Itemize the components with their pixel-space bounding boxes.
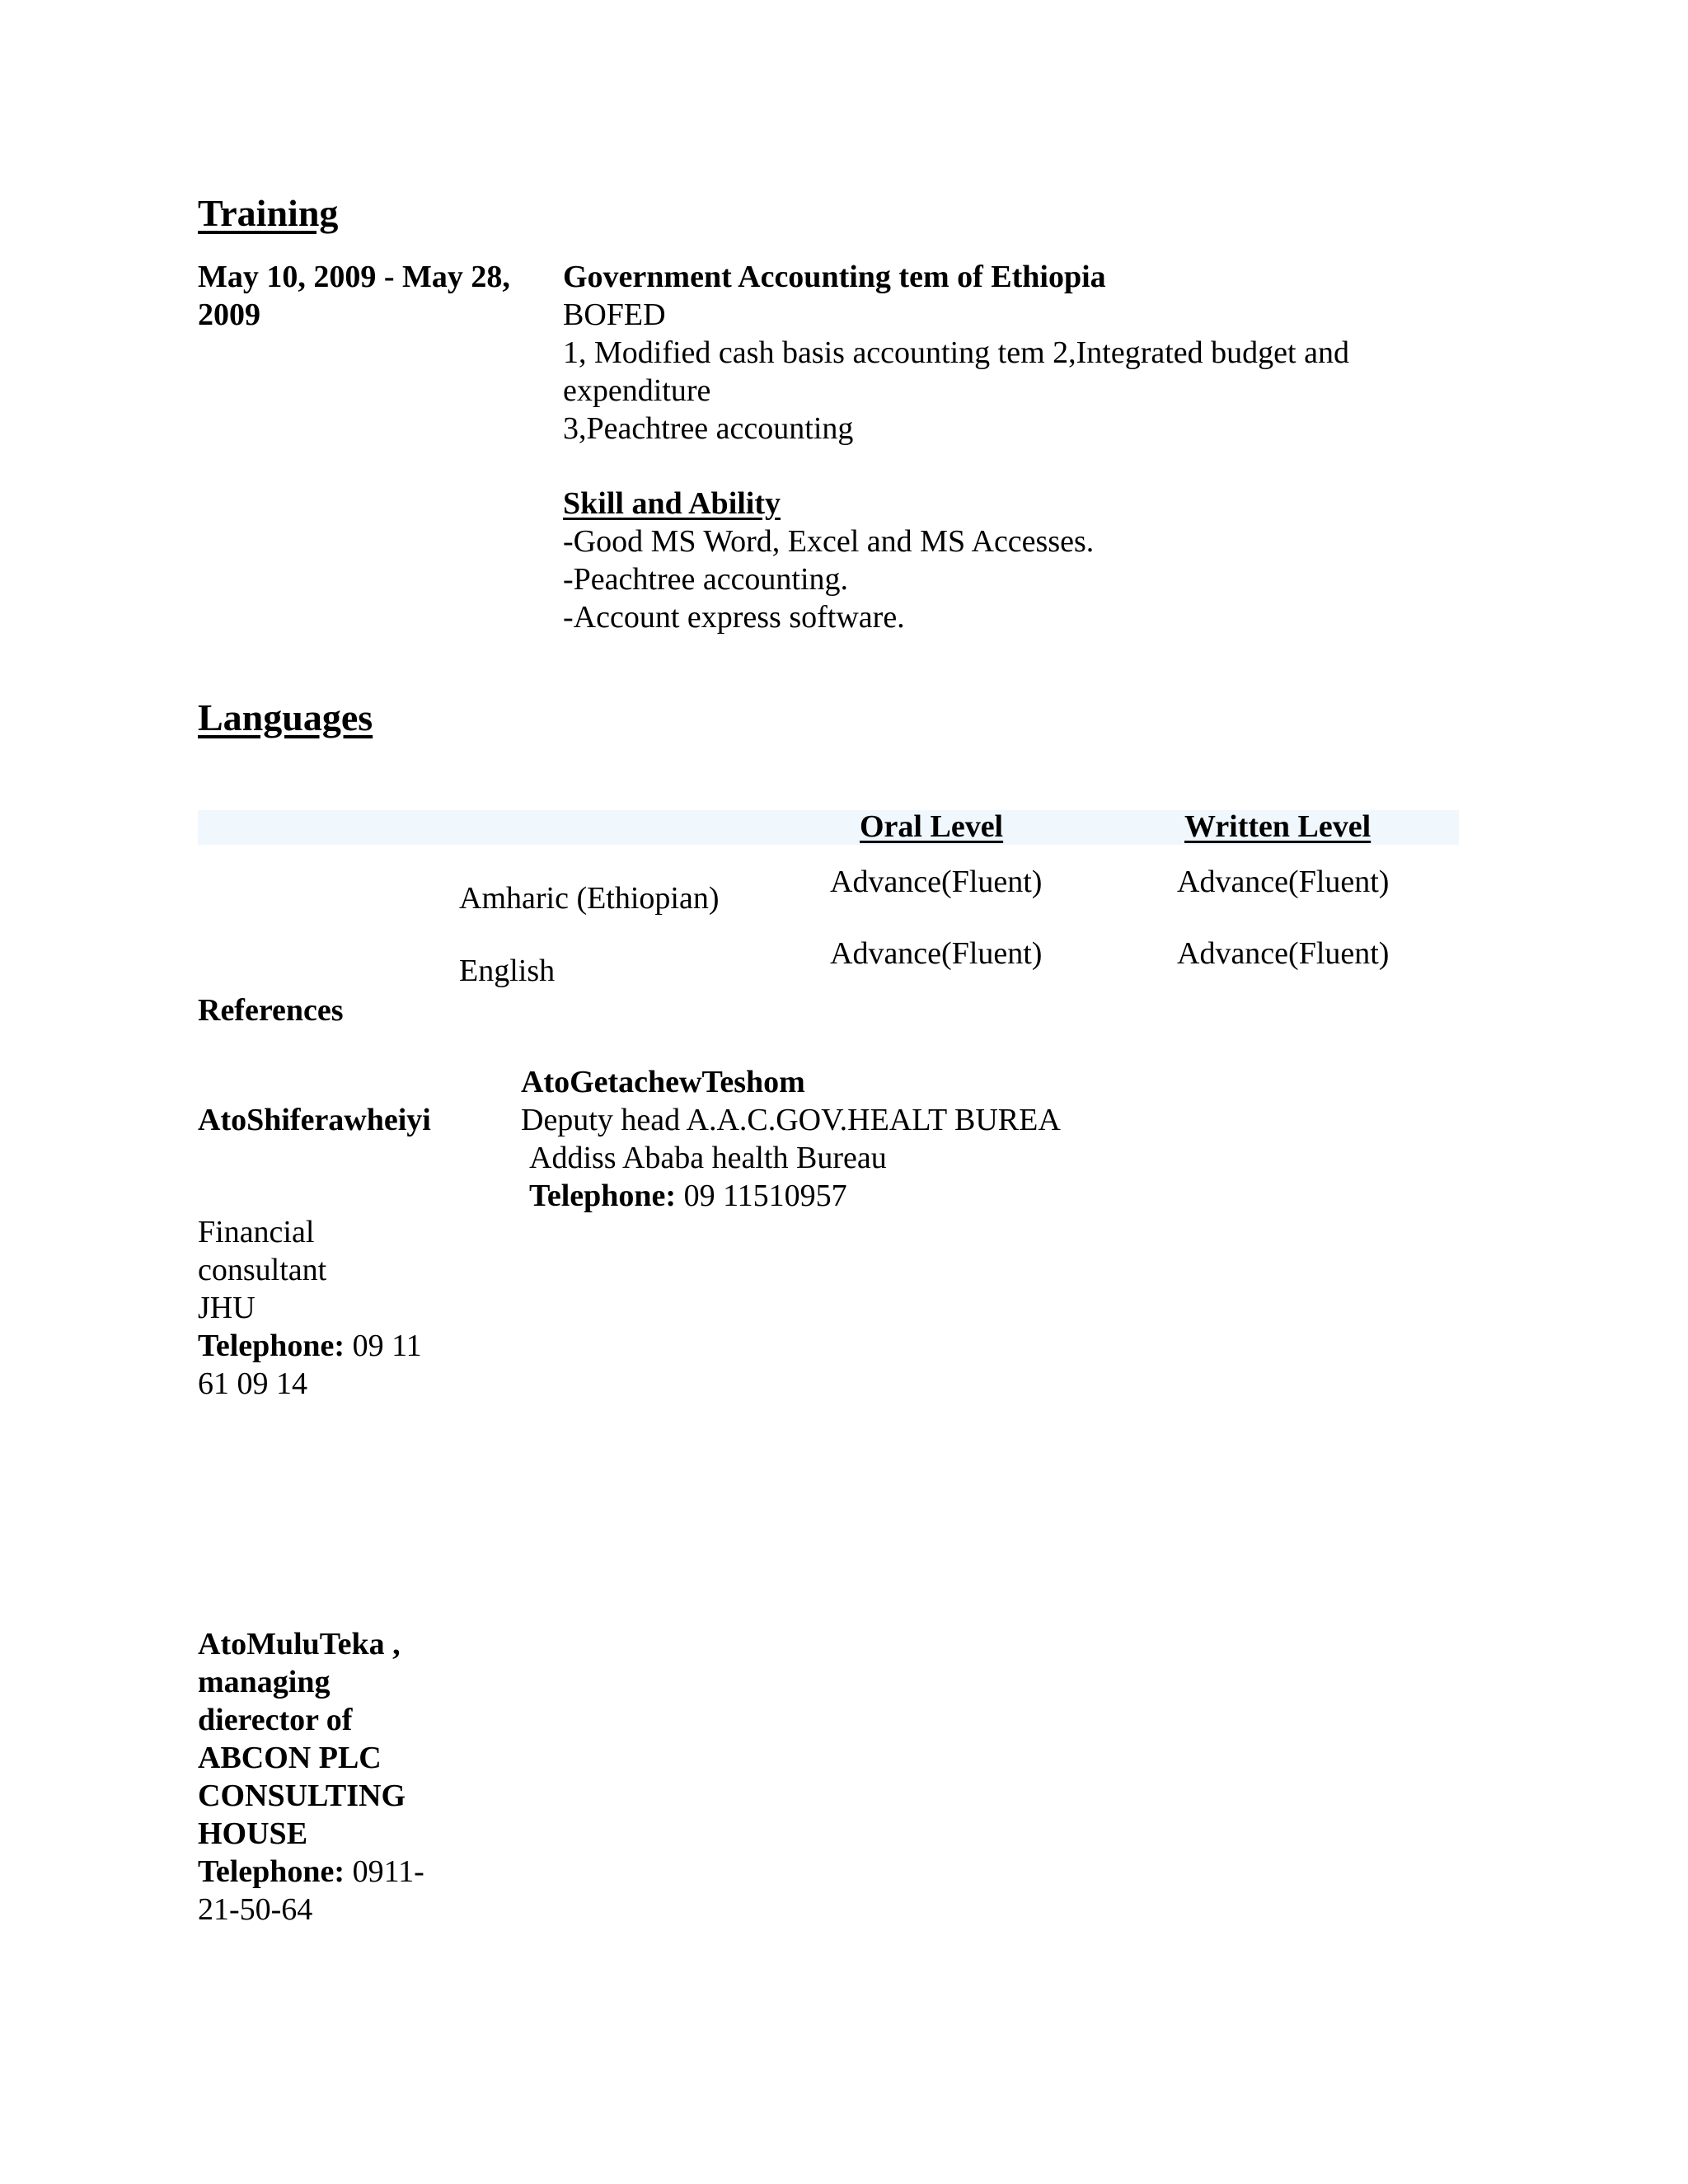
ref1-line: JHU <box>198 1291 256 1325</box>
oral-level-header: Oral Level <box>860 809 1004 844</box>
ref1-line: consultant <box>198 1253 327 1287</box>
ref3-telephone <box>198 1853 424 1891</box>
languages-heading: Languages <box>198 696 373 738</box>
ref1-name: AtoShiferawheiyi <box>198 1103 431 1137</box>
ref3-name-line: managing <box>198 1665 331 1699</box>
ref3-telephone-value2: 21-50-64 <box>198 1892 313 1927</box>
training-org: BOFED <box>563 298 666 332</box>
language-oral: Advance(Fluent) <box>830 936 1043 971</box>
skills-item: -Account express software. <box>563 600 905 635</box>
training-details <box>563 258 1349 448</box>
ref1-telephone-value2: 61 09 14 <box>198 1366 307 1401</box>
ref2-line1: Deputy head A.A.C.GOV.HEALT BUREA <box>521 1103 1061 1137</box>
skills-item: -Good MS Word, Excel and MS Accesses. <box>563 524 1095 559</box>
language-written: Advance(Fluent) <box>1177 865 1390 899</box>
ref2-line2: Addiss Ababa health Bureau <box>529 1141 887 1175</box>
ref3-name-line: HOUSE <box>198 1816 308 1851</box>
ref2-telephone-label: Telephone: <box>529 1179 677 1213</box>
training-title: Government Accounting tem of Ethiopia <box>563 260 1106 294</box>
skills-section <box>563 485 1094 636</box>
training-item-line1: 1, Modified cash basis accounting tem 2,Integrated budget and <box>563 335 1349 370</box>
ref1-line: Financial <box>198 1215 315 1249</box>
training-date-line2: 2009 <box>198 298 260 332</box>
training-date-line1: May 10, 2009 - May 28, <box>198 260 510 294</box>
language-oral: Advance(Fluent) <box>830 865 1043 899</box>
skills-heading: Skill and Ability <box>563 486 781 521</box>
ref3-telephone-value1: 0911- <box>345 1854 424 1889</box>
ref3-telephone-label: Telephone: <box>198 1854 345 1889</box>
ref3-name-line: dierector of <box>198 1703 353 1737</box>
training-item-line3: 3,Peachtree accounting <box>563 411 854 446</box>
skills-item: -Peachtree accounting. <box>563 562 849 597</box>
language-name: Amharic (Ethiopian) <box>459 881 720 916</box>
ref3-details <box>198 1625 424 1929</box>
ref1-telephone-value1: 09 11 <box>345 1329 422 1363</box>
ref3-name-line: CONSULTING <box>198 1779 406 1813</box>
references-heading: References <box>198 993 344 1028</box>
ref2-telephone-value: 09 11510957 <box>676 1179 847 1213</box>
ref2-details <box>521 1063 1061 1215</box>
written-level-header: Written Level <box>1184 809 1372 844</box>
ref3-name-line: AtoMuluTeka , <box>198 1627 401 1661</box>
ref1-telephone <box>198 1327 422 1365</box>
training-heading: Training <box>198 192 339 234</box>
ref3-name-line: ABCON PLC <box>198 1741 382 1775</box>
ref2-name: AtoGetachewTeshom <box>521 1065 805 1099</box>
training-item-line2: expenditure <box>563 373 711 408</box>
language-name: English <box>459 954 556 988</box>
ref1-details <box>198 1213 422 1403</box>
language-written: Advance(Fluent) <box>1177 936 1390 971</box>
ref2-telephone <box>521 1177 1061 1215</box>
ref1-telephone-label: Telephone: <box>198 1329 345 1363</box>
